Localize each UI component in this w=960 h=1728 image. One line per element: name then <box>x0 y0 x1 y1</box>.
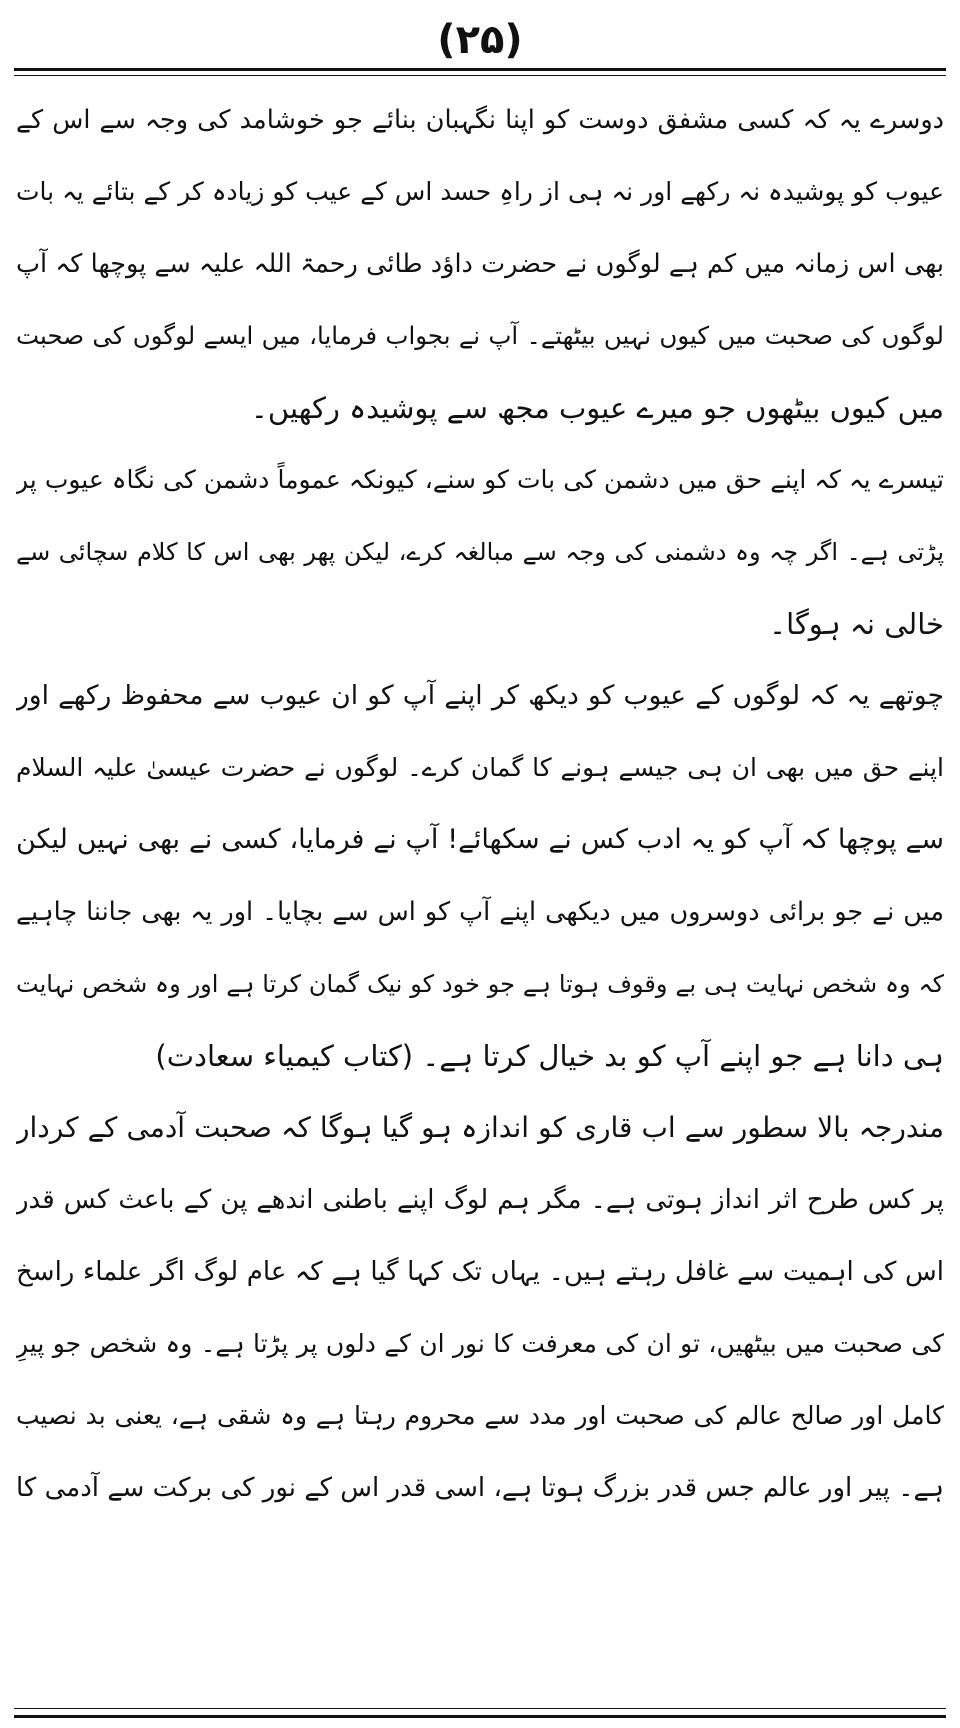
text-line: دوسرے یہ کہ کسی مشفق دوست کو اپنا نگہبان بنائے جو خوشامد کی وجہ سے اس کے <box>16 105 944 135</box>
paragraph-conclusion <box>16 1092 944 1524</box>
paragraph-second-point <box>16 84 944 444</box>
text-line: تیسرے یہ کہ اپنے حق میں دشمن کی بات کو سنے، کیونکہ عموماً دشمن کی نگاہ عیوب پر <box>16 465 944 494</box>
text-line: لوگوں کی صحبت میں کیوں نہیں بیٹھتے۔ آپ نے بجواب فرمایا، میں ایسے لوگوں کی صحبت <box>16 321 944 350</box>
text-line: چوتھے یہ کہ لوگوں کے عیوب کو دیکھ کر اپنے آپ کو ان عیوب سے محفوظ رکھے اور <box>16 680 944 711</box>
text-line: خالی نہ ہوگا۔ <box>769 607 944 641</box>
paragraph-fourth-point <box>16 660 944 1092</box>
text-line: ہی دانا ہے جو اپنے آپ کو بد خیال کرتا ہے۔ (کتاب کیمیاء سعادت) <box>155 1039 944 1073</box>
header-rule-thick <box>14 68 946 71</box>
text-line: بھی اس زمانہ میں کم ہے لوگوں نے حضرت داؤد طائی رحمۃ اللہ علیہ سے پوچھا کہ آپ <box>16 249 944 279</box>
page-number: (۲۵) <box>437 17 523 63</box>
text-line: پر کس طرح اثر انداز ہوتی ہے۔ مگر ہم لوگ اپنے باطنی اندھے پن کے باعث کس قدر <box>16 1185 944 1215</box>
text-line: کامل اور صالح عالم کی صحبت اور مدد سے محروم رہتا ہے وہ شقی ہے، یعنی بد نصیب <box>16 1401 944 1430</box>
text-line: ہے۔ پیر اور عالم جس قدر بزرگ ہوتا ہے، اسی قدر اس کے نور کی برکت سے آدمی کا <box>16 1473 944 1503</box>
text-line: مندرجہ بالا سطور سے اب قاری کو اندازہ ہو گیا ہوگا کہ صحبت آدمی کے کردار <box>16 1111 944 1144</box>
text-line: میں کیوں بیٹھوں جو میرے عیوب مجھ سے پوشیدہ رکھیں۔ <box>250 391 944 425</box>
text-line: سے پوچھا کہ آپ کو یہ ادب کس نے سکھائے! آپ نے فرمایا، کسی نے بھی نہیں لیکن <box>16 824 944 855</box>
text-line: کی صحبت میں بیٹھیں، تو ان کی معرفت کا نور ان کے دلوں پر پڑتا ہے۔ وہ شخص جو پیرِ <box>16 1329 944 1358</box>
paragraph-third-point <box>16 444 944 660</box>
text-line: پڑتی ہے۔ اگر چہ وہ دشمنی کی وجہ سے مبالغہ کرے، لیکن پھر بھی اس کا کلام سچائی سے <box>16 538 944 566</box>
text-line: عیوب کو پوشیدہ نہ رکھے اور نہ ہی از راہِ حسد اس کے عیب کو زیادہ کر کے بتائے یہ بات <box>16 177 944 206</box>
text-line: اس کی اہمیت سے غافل رہتے ہیں۔ یہاں تک کہا گیا ہے کہ عام لوگ اگر علماء راسخ <box>16 1257 944 1287</box>
header-rule-thin <box>14 75 946 76</box>
footer-rule-thin <box>14 1708 946 1709</box>
text-line: میں نے جو برائی دوسروں میں دیکھی اپنے آپ کو اس سے بچایا۔ اور یہ بھی جاننا چاہیے <box>16 897 944 927</box>
body-text <box>16 84 944 1524</box>
text-line: اپنے حق میں بھی ان ہی جیسے ہونے کا گمان کرے۔ لوگوں نے حضرت عیسیٰ علیہ السلام <box>16 753 944 782</box>
text-line: کہ وہ شخص نہایت ہی بے وقوف ہوتا ہے جو خود کو نیک گمان کرتا ہے اور وہ شخص نہایت <box>16 970 944 998</box>
footer-rule-thick <box>14 1715 946 1718</box>
